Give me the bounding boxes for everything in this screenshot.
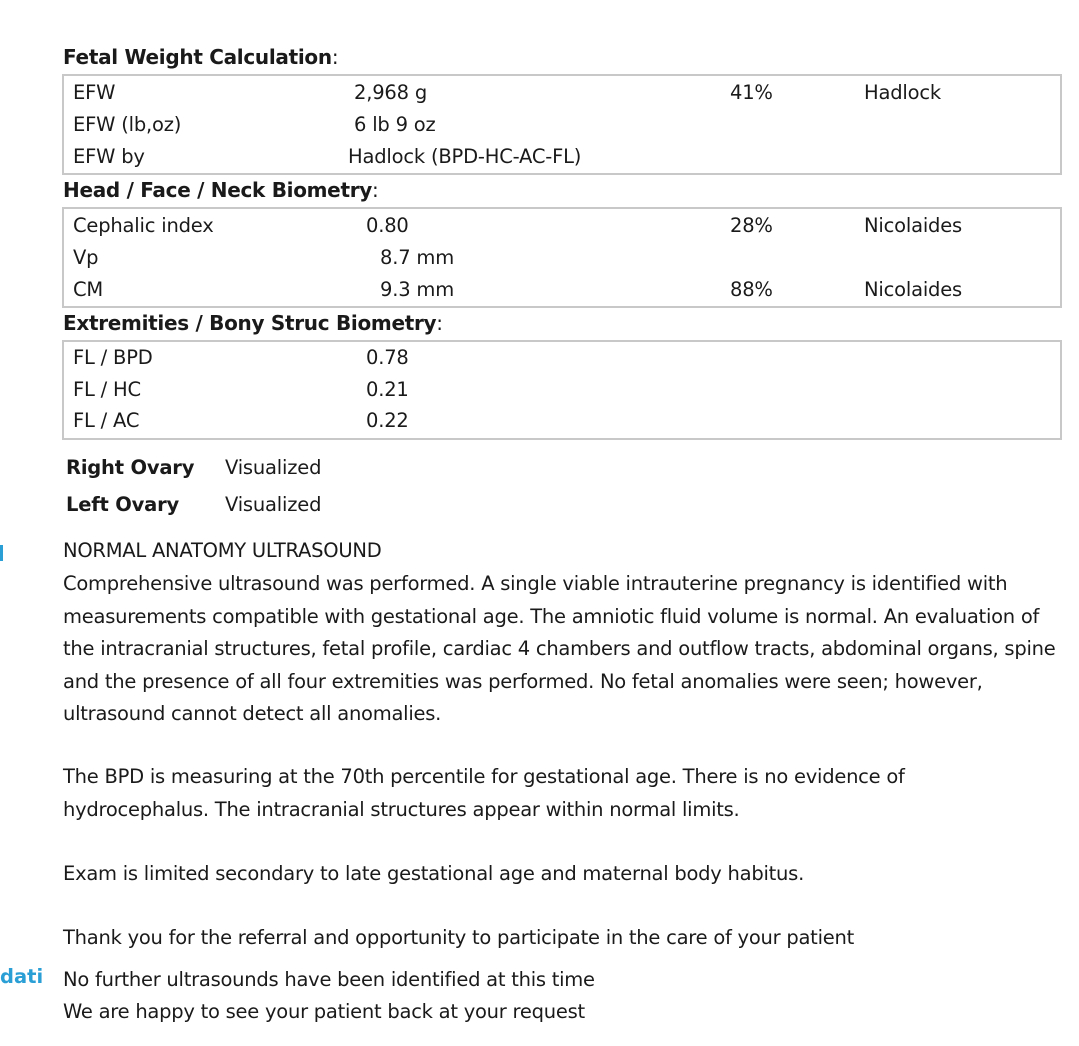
ovary-value: Visualized (225, 456, 322, 479)
row-reference: Nicolaides (864, 278, 962, 301)
head-face-neck-table (62, 207, 1062, 308)
row-reference: Hadlock (864, 81, 941, 104)
row-value: Hadlock (BPD-HC-AC-FL) (348, 145, 582, 168)
head-face-neck-heading: Head / Face / Neck Biometry: (63, 178, 379, 202)
bpd-note: The BPD is measuring at the 70th percentile for gestational age. There is no evidence of hydrocephalus. The intracranial structures appear within normal limits. (63, 765, 905, 821)
row-label: FL / HC (73, 378, 141, 401)
row-label: Vp (73, 246, 99, 269)
table-row (64, 113, 1060, 145)
impression-edge-marker (0, 545, 3, 561)
ovary-value: Visualized (225, 493, 322, 516)
row-value: 0.22 (366, 409, 409, 432)
table-row (64, 246, 1060, 278)
recommendation-side-label: dati (0, 965, 44, 988)
limitation-note: Exam is limited secondary to late gestational age and maternal body habitus. (63, 862, 805, 885)
row-value: 6 lb 9 oz (354, 113, 436, 136)
extremities-heading: Extremities / Bony Struc Biometry: (63, 311, 443, 335)
impression-body: Comprehensive ultrasound was performed. A single viable intrauterine pregnancy is identified with measurements compatible with gestational age. The amniotic fluid volume is normal. An evaluation of the intracranial structures, fetal profile, cardiac 4 chambers and outflow tracts, abdominal organs, spine and the presence of all four extremities was performed. No fetal anomalies were seen; however, ultrasound cannot detect all anomalies. (63, 572, 1056, 725)
row-label: EFW (73, 81, 116, 104)
row-percentile: 28% (730, 214, 773, 237)
row-value: 8.7 mm (380, 246, 455, 269)
row-value: 2,968 g (354, 81, 428, 104)
recommendation-line-1: No further ultrasounds have been identified at this time (63, 968, 595, 991)
row-label: Cephalic index (73, 214, 214, 237)
table-row (64, 409, 1060, 441)
table-row (64, 346, 1060, 378)
table-row (64, 378, 1060, 410)
left-ovary-row (0, 493, 1079, 521)
row-label: EFW (lb,oz) (73, 113, 182, 136)
row-label: FL / AC (73, 409, 140, 432)
row-value: 9.3 mm (380, 278, 455, 301)
table-row (64, 81, 1060, 113)
row-percentile: 88% (730, 278, 773, 301)
row-value: 0.21 (366, 378, 409, 401)
table-row (64, 214, 1060, 246)
row-percentile: 41% (730, 81, 773, 104)
right-ovary-row (0, 456, 1079, 484)
table-row (64, 278, 1060, 310)
row-label: FL / BPD (73, 346, 153, 369)
recommendation-line-2: We are happy to see your patient back at your request (63, 1000, 585, 1023)
row-label: CM (73, 278, 104, 301)
row-value: 0.78 (366, 346, 409, 369)
table-row (64, 145, 1060, 177)
row-value: 0.80 (366, 214, 409, 237)
thanks-note: Thank you for the referral and opportunity to participate in the care of your patient (63, 926, 854, 949)
row-reference: Nicolaides (864, 214, 962, 237)
fetal-weight-table (62, 74, 1062, 175)
ovary-label: Right Ovary (66, 456, 195, 479)
impression-title: NORMAL ANATOMY ULTRASOUND (63, 539, 382, 562)
row-label: EFW by (73, 145, 145, 168)
ovary-label: Left Ovary (66, 493, 180, 516)
fetal-weight-heading: Fetal Weight Calculation: (63, 45, 339, 69)
extremities-table (62, 340, 1062, 440)
